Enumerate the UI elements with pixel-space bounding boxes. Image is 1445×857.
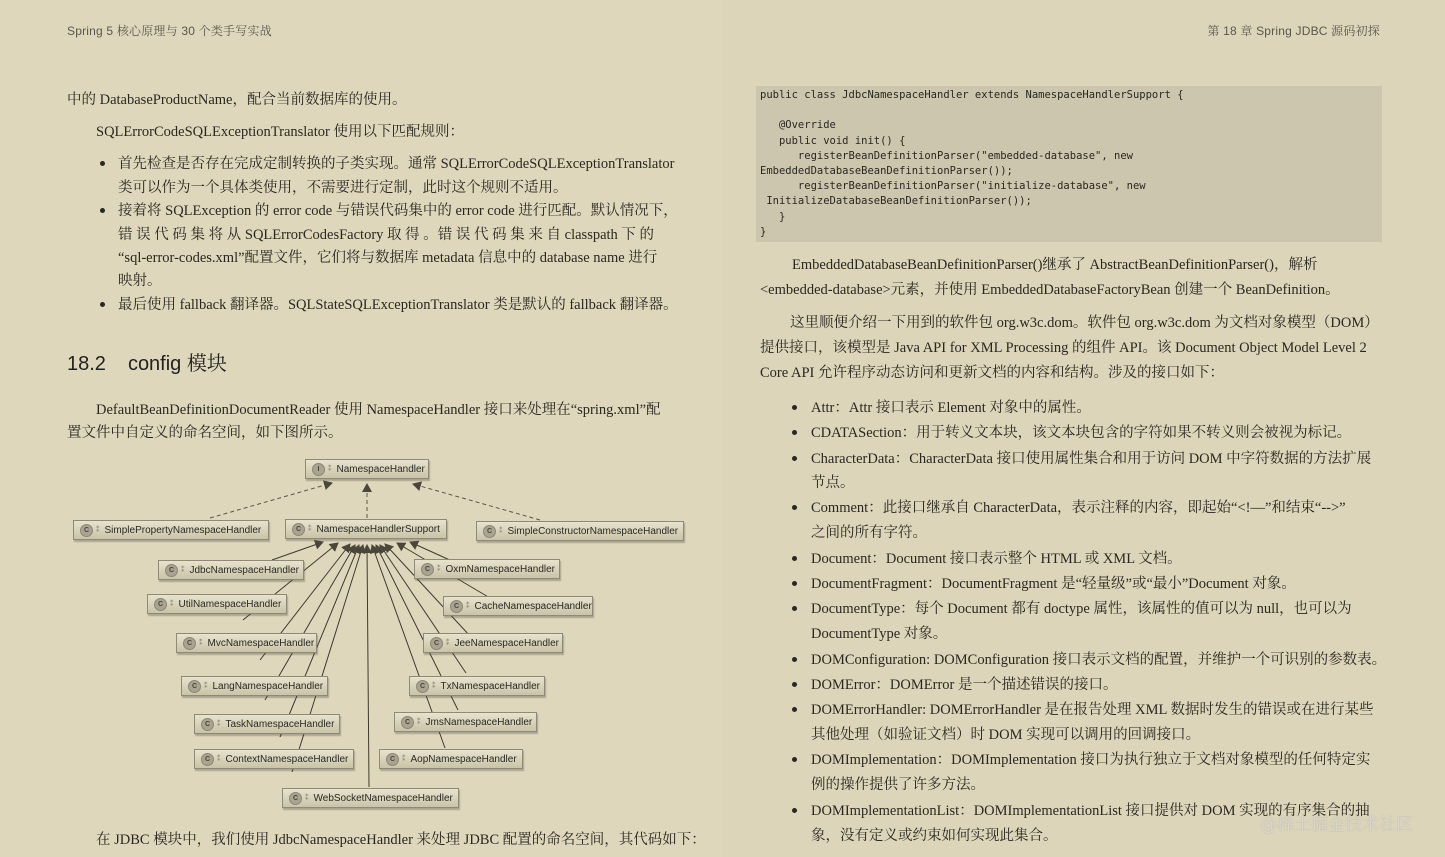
- code-line: [760, 103, 1378, 118]
- visibility-icon: ⁑: [499, 528, 503, 535]
- uml-class-langnamespacehandler: C ⁑ LangNamespaceHandler: [181, 676, 328, 696]
- interface-characterdata-line-2: 节点。: [811, 475, 855, 491]
- interface-domimplementationlist-line-1: DOMImplementationList：DOMImplementationList 接口提供对 DOM 实现的有序集合的抽: [811, 803, 1370, 819]
- class-icon: C: [188, 680, 201, 693]
- visibility-icon: ⁑: [199, 640, 203, 647]
- intro-line: 中的 DatabaseProductName，配合当前数据库的使用。: [67, 92, 407, 108]
- class-icon: C: [386, 753, 399, 766]
- bullet-dot: [792, 682, 797, 687]
- uml-class-cachenamespacehandler: C ⁑ CacheNamespaceHandler: [443, 596, 593, 616]
- class-icon: C: [483, 525, 496, 538]
- bullet-dot: [792, 581, 797, 586]
- interface-domerror: DOMError：DOMError 是一个描述错误的接口。: [811, 677, 1118, 693]
- class-icon: C: [401, 716, 414, 729]
- interface-cdatasection: CDATASection：用于转义文本块，该文本块包含的字符如果不转义则会被视为标记。: [811, 425, 1352, 441]
- uml-class-simplepropertynamespacehandler: C ⁑ SimplePropertyNamespaceHandler: [73, 520, 269, 540]
- section-number: 18.2: [67, 353, 106, 375]
- bullet-dot: [792, 456, 797, 461]
- bullet-dot: [792, 505, 797, 510]
- interface-comment-line-2: 之间的所有字符。: [811, 525, 927, 541]
- code-line: public class JdbcNamespaceHandler extends NamespaceHandlerSupport {: [760, 89, 1184, 101]
- code-line: registerBeanDefinitionParser("initialize-database", new: [760, 180, 1146, 193]
- section-para-line-1: DefaultBeanDefinitionDocumentReader 使用 NamespaceHandler 接口来处理在“spring.xml”配: [96, 402, 661, 418]
- code-block: [756, 86, 1382, 242]
- class-icon: C: [430, 637, 443, 650]
- interface-documenttype-line-1: DocumentType：每个 Document 都有 doctype 属性，该属性的值可以为 null，也可以为: [811, 601, 1352, 617]
- class-icon: C: [201, 753, 214, 766]
- uml-class-utilnamespacehandler: C ⁑ UtilNamespaceHandler: [147, 594, 287, 614]
- visibility-icon: ⁑: [305, 795, 309, 802]
- interface-documentfragment: DocumentFragment：DocumentFragment 是“轻量级”或“最小”Document 对象。: [811, 576, 1296, 592]
- visibility-icon: ⁑: [432, 683, 436, 690]
- interface-domerrorhandler-line-2: 其他处理（如验证文档）时 DOM 实现可以调用的回调接口。: [811, 727, 1201, 743]
- uml-class-tasknamespacehandler: C ⁑ TaskNamespaceHandler: [194, 714, 340, 734]
- bullet-dot: [792, 606, 797, 611]
- interface-icon: I: [312, 463, 325, 476]
- interface-domconfiguration: DOMConfiguration: DOMConfiguration 接口表示文档的配置，并维护一个可识别的参数表。: [811, 652, 1387, 668]
- bullet-dot: [792, 707, 797, 712]
- visibility-icon: ⁑: [437, 566, 441, 573]
- bullet-dot: [792, 556, 797, 561]
- visibility-icon: ⁑: [181, 567, 185, 574]
- code-line: public void init() {: [760, 134, 906, 147]
- bullet-dot: [100, 302, 105, 307]
- bullet-dot: [792, 757, 797, 762]
- uml-class-mvcnamespacehandler: C ⁑ MvcNamespaceHandler: [176, 633, 317, 653]
- interface-comment-line-1: Comment：此接口继承自 CharacterData，表示注释的内容，即起始“<!—”和结束“-->”: [811, 500, 1346, 516]
- code-line: }: [760, 210, 786, 223]
- rule-3-line-1: 最后使用 fallback 翻译器。SQLStateSQLExceptionTranslator 类是默认的 fallback 翻译器。: [118, 297, 678, 313]
- class-icon: C: [183, 637, 196, 650]
- left-page: [0, 0, 722, 857]
- running-head-right: 第 18 章 Spring JDBC 源码初探: [1207, 24, 1380, 38]
- section-title: config 模块: [127, 353, 227, 375]
- visibility-icon: ⁑: [402, 756, 406, 763]
- visibility-icon: ⁑: [217, 721, 221, 728]
- uml-class-simpleconstructornamespacehandler: C ⁑ SimpleConstructorNamespaceHandler: [476, 521, 684, 541]
- uml-class-oxmnamespacehandler: C ⁑ OxmNamespaceHandler: [414, 559, 560, 579]
- class-icon: C: [165, 564, 178, 577]
- visibility-icon: ⁑: [308, 526, 312, 533]
- class-icon: C: [421, 563, 434, 576]
- bullet-dot: [792, 430, 797, 435]
- visibility-icon: ⁑: [204, 683, 208, 690]
- rule-2-line-1: 接着将 SQLException 的 error code 与错误代码集中的 error code 进行匹配。默认情况下，: [118, 203, 678, 219]
- uml-class-namespacehandler: I ⁑ NamespaceHandler: [305, 459, 429, 479]
- uml-class-jmsnamespacehandler: C ⁑ JmsNamespaceHandler: [394, 712, 537, 732]
- closing-line: 在 JDBC 模块中，我们使用 JdbcNamespaceHandler 来处理 JDBC 配置的命名空间，其代码如下：: [96, 832, 706, 848]
- visibility-icon: ⁑: [170, 601, 174, 608]
- rule-1-line-1: 首先检查是否存在完成定制转换的子类实现。通常 SQLErrorCodeSQLExceptionTranslator: [118, 156, 675, 172]
- section-para-line-2: 置文件中自定义的命名空间，如下图所示。: [67, 425, 343, 441]
- rules-intro: SQLErrorCodeSQLExceptionTranslator 使用以下匹配规则：: [96, 124, 464, 140]
- bullet-dot: [100, 208, 105, 213]
- interface-domerrorhandler-line-1: DOMErrorHandler: DOMErrorHandler 是在报告处理 XML 数据时发生的错误或在进行某些: [811, 702, 1374, 718]
- para2-line-2: 提供接口，该模型是 Java API for XML Processing 的组件 API。该 Document Object Model Level 2: [760, 340, 1367, 356]
- interface-attr: Attr：Attr 接口表示 Element 对象中的属性。: [811, 400, 1091, 416]
- rule-2-line-3: “sql-error-codes.xml”配置文件，它们将与数据库 metadata 信息中的 database name 进行: [118, 250, 658, 266]
- visibility-icon: ⁑: [417, 719, 421, 726]
- class-icon: C: [289, 792, 302, 805]
- class-icon: C: [154, 598, 167, 611]
- visibility-icon: ⁑: [466, 603, 470, 610]
- class-icon: C: [450, 600, 463, 613]
- bullet-dot: [100, 161, 105, 166]
- uml-class-txnamespacehandler: C ⁑ TxNamespaceHandler: [409, 676, 545, 696]
- rule-1-line-2: 类可以作为一个具体类使用，不需要进行定制，此时这个规则不适用。: [118, 180, 568, 196]
- interface-domimplementationlist-line-2: 象，没有定义或约束如何实现此集合。: [811, 828, 1058, 844]
- interface-characterdata-line-1: CharacterData：CharacterData 接口使用属性集合和用于访问 DOM 中字符数据的方法扩展: [811, 451, 1372, 467]
- class-icon: C: [201, 718, 214, 731]
- para2-line-1: 这里顺便介绍一下用到的软件包 org.w3c.dom。软件包 org.w3c.dom 为文档对象模型（DOM）: [790, 315, 1379, 331]
- code-line: InitializeDatabaseBeanDefinitionParser());: [760, 195, 1032, 208]
- uml-class-jdbcnamespacehandler: C ⁑ JdbcNamespaceHandler: [158, 560, 304, 580]
- running-head-left: Spring 5 核心原理与 30 个类手写实战: [67, 24, 272, 38]
- interface-domimplementation-line-1: DOMImplementation：DOMImplementation 接口为执行独立于文档对象模型的任何特定实: [811, 752, 1371, 768]
- code-line: registerBeanDefinitionParser("embedded-database", new: [760, 149, 1133, 162]
- bullet-dot: [792, 405, 797, 410]
- visibility-icon: ⁑: [446, 640, 450, 647]
- uml-class-aopnamespacehandler: C ⁑ AopNamespaceHandler: [379, 749, 523, 769]
- rule-2-line-2: 错 误 代 码 集 将 从 SQLErrorCodesFactory 取 得 。错 误 代 码 集 来 自 classpath 下 的: [118, 227, 655, 243]
- visibility-icon: ⁑: [217, 756, 221, 763]
- code-line: EmbeddedDatabaseBeanDefinitionParser());: [760, 165, 1013, 178]
- bullet-dot: [792, 657, 797, 662]
- para2-line-3: Core API 允许程序动态访问和更新文档的内容和结构。涉及的接口如下：: [760, 365, 1224, 381]
- para1-line-1: EmbeddedDatabaseBeanDefinitionParser()继承了 AbstractBeanDefinitionParser()，解析: [792, 257, 1318, 273]
- bullet-dot: [792, 808, 797, 813]
- section-heading: [67, 347, 227, 376]
- class-icon: C: [292, 523, 305, 536]
- watermark: @稀土掘金技术社区: [1260, 815, 1413, 835]
- uml-class-namespacehandlersupport: C ⁑ NamespaceHandlerSupport: [285, 519, 447, 539]
- uml-class-jeenamespacehandler: C ⁑ JeeNamespaceHandler: [423, 633, 563, 653]
- para1-line-2: <embedded-database>元素，并使用 EmbeddedDatabaseFactoryBean 创建一个 BeanDefinition。: [760, 282, 1340, 298]
- code-line: @Override: [760, 119, 836, 132]
- rule-2-line-4: 映射。: [118, 273, 162, 289]
- code-line: }: [760, 225, 767, 238]
- class-icon: C: [80, 524, 93, 537]
- interface-document: Document：Document 接口表示整个 HTML 或 XML 文档。: [811, 551, 1182, 567]
- interface-documenttype-line-2: DocumentType 对象。: [811, 626, 948, 642]
- visibility-icon: ⁑: [328, 466, 332, 473]
- interface-domimplementation-line-2: 例的操作提供了许多方法。: [811, 777, 985, 793]
- class-icon: C: [416, 680, 429, 693]
- visibility-icon: ⁑: [96, 527, 100, 534]
- uml-class-websocketnamespacehandler: C ⁑ WebSocketNamespaceHandler: [282, 788, 459, 808]
- uml-class-contextnamespacehandler: C ⁑ ContextNamespaceHandler: [194, 749, 354, 769]
